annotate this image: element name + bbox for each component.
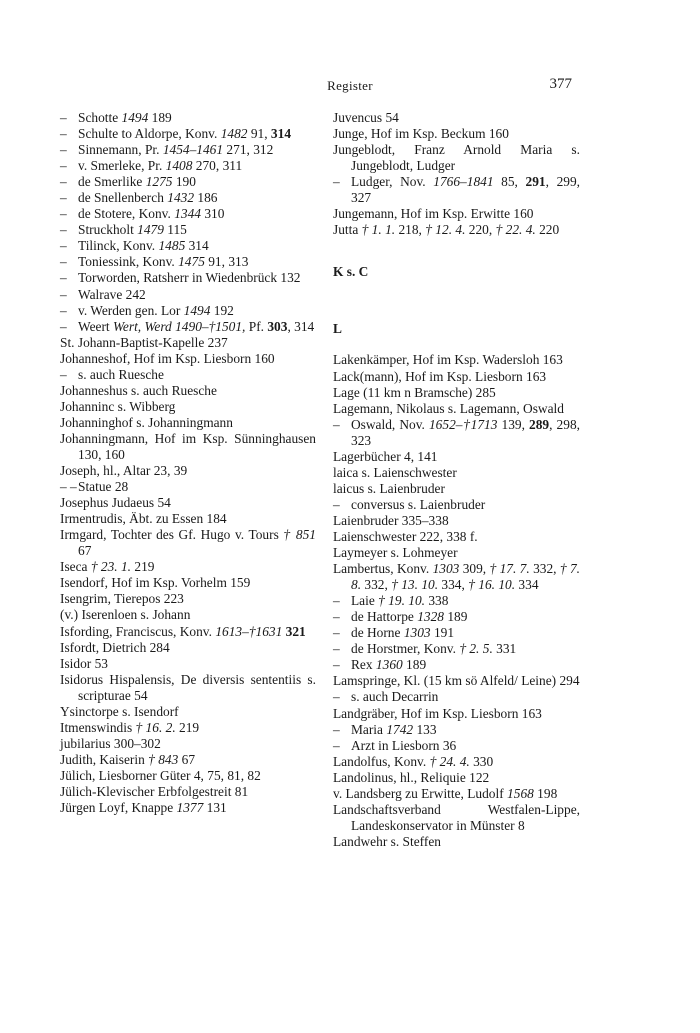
entry-text: Johanneshus s. auch Ruesche (60, 382, 217, 398)
index-entry (60, 254, 316, 270)
index-entry (333, 126, 580, 142)
index-entry (60, 351, 316, 367)
dash-marker: – (60, 366, 67, 382)
index-entry (60, 607, 316, 623)
entry-text: Lakenkämper, Hof im Ksp. Wadersloh 163 (333, 352, 563, 368)
running-title: Register (327, 78, 373, 93)
entry-text: Juvencus 54 (333, 110, 399, 125)
dash-marker: – (60, 318, 67, 334)
entry-text: Weert Wert, Werd 1490–†1501, Pf. 303, 314 (78, 318, 315, 334)
index-entry (333, 142, 580, 174)
index-entry (333, 641, 580, 657)
index-entry (333, 529, 580, 545)
index-entry (60, 415, 316, 431)
entry-text: s. auch Decarrin (351, 689, 439, 705)
dash-marker: – (60, 206, 67, 222)
dash-marker: – (333, 496, 340, 512)
dash-marker: – (60, 270, 67, 286)
index-entry (333, 222, 580, 238)
entry-text: de Snellenberch 1432 186 (78, 190, 218, 206)
index-entry (333, 657, 580, 673)
entry-text: Josephus Judaeus 54 (60, 495, 171, 511)
index-entry (333, 802, 580, 834)
entry-text: (v.) Iserenloen s. Johann (60, 607, 191, 623)
index-entry (60, 720, 316, 736)
entry-text: v. Landsberg zu Erwitte, Ludolf 1568 198 (333, 785, 558, 801)
entry-text: Isfording, Franciscus, Konv. 1613–†1631 321 (60, 623, 306, 639)
entry-text: Jülich, Liesborner Güter 4, 75, 81, 82 (60, 767, 261, 783)
entry-text: de Horne 1303 191 (351, 625, 455, 641)
dash-marker: – (60, 174, 67, 190)
entry-text: Landgräber, Hof im Ksp. Liesborn 163 (333, 705, 542, 721)
entry-text: Isidor 53 (60, 655, 108, 671)
index-entry (333, 722, 580, 738)
entry-text: Landolfus, Konv. † 24. 4. 330 (333, 753, 494, 769)
right-index-column (333, 110, 580, 850)
entry-text: Jungeblodt, Franz Arnold Maria s. Jungeblodt, Ludger (333, 142, 580, 174)
entry-text: Laienbruder 335–338 (333, 512, 449, 528)
index-entry (60, 640, 316, 656)
index-entry (333, 401, 580, 417)
entry-text: Lage (11 km n Bramsche) 285 (333, 384, 496, 400)
index-entry (60, 656, 316, 672)
index-entry (333, 786, 580, 802)
index-entry (60, 110, 316, 126)
entry-text: Johanninghof s. Johanningmann (60, 414, 233, 430)
entry-text: Johanningmann, Hof im Ksp. Sünninghausen 130, 160 (60, 430, 316, 462)
entry-text: Arzt in Liesborn 36 (351, 737, 457, 753)
index-entry (333, 625, 580, 641)
entry-text: v. Werden gen. Lor 1494 192 (78, 302, 234, 318)
dash-marker: – (60, 190, 67, 206)
entry-text: Junge, Hof im Ksp. Beckum 160 (333, 126, 509, 142)
index-entry (60, 736, 316, 752)
index-entry (60, 174, 316, 190)
entry-text: Jürgen Loyf, Knappe 1377 131 (60, 800, 227, 816)
dash-marker: – (333, 689, 340, 705)
index-entry (60, 399, 316, 415)
running-head (0, 76, 700, 98)
entry-text: Judith, Kaiserin † 843 67 (60, 751, 196, 767)
entry-text: Statue 28 (78, 479, 129, 495)
dash-marker: – (60, 286, 67, 302)
entry-text: Toniessink, Konv. 1475 91, 313 (78, 254, 249, 270)
index-entry (333, 385, 580, 401)
index-entry (333, 545, 580, 561)
entry-text: de Smerlike 1275 190 (78, 174, 196, 190)
index-entry (60, 463, 316, 479)
index-entry (333, 689, 580, 705)
entry-text: Johanninc s. Wibberg (60, 398, 176, 414)
entry-text: Torworden, Ratsherr in Wiedenbrück 132 (78, 270, 301, 286)
entry-text: Isidorus Hispalensis, De diversis sententiis s. scripturae 54 (60, 671, 316, 703)
index-entry (60, 559, 316, 575)
entry-text: Lamspringe, Kl. (15 km sö Alfeld/ Leine) 294 (333, 673, 580, 689)
index-entry (333, 110, 580, 126)
index-entry (333, 609, 580, 625)
section-heading: K s. C (333, 264, 369, 280)
entry-text: Iseca † 23. 1. 219 (60, 559, 155, 575)
index-entry (333, 174, 580, 206)
index-entry (333, 206, 580, 222)
entry-text: Landwehr s. Steffen (333, 833, 441, 849)
entry-text: Schulte to Aldorpe, Konv. 1482 91, 314 (78, 126, 292, 142)
entry-text: Struckholt 1479 115 (78, 222, 187, 238)
entry-text: Walrave 242 (78, 286, 146, 302)
index-entry (333, 497, 580, 513)
entry-text: conversus s. Laienbruder (351, 496, 486, 512)
entry-text: Lack(mann), Hof im Ksp. Liesborn 163 (333, 368, 547, 384)
dash-marker: – (333, 657, 340, 673)
entry-text: jubilarius 300–302 (60, 735, 161, 751)
dash-marker: – (333, 416, 340, 432)
dash-marker: – (60, 302, 67, 318)
index-entry (60, 784, 316, 800)
index-entry (333, 352, 580, 368)
entry-text: Landschaftsverband Westfalen-Lippe, Landeskonservator in Münster 8 (333, 801, 580, 833)
index-entry (60, 190, 316, 206)
entry-text: Laienschwester 222, 338 f. (333, 528, 478, 544)
dash-marker: – (60, 110, 67, 125)
index-entry (60, 768, 316, 784)
index-entry (60, 511, 316, 527)
index-entry (333, 465, 580, 481)
dash-marker: – (60, 158, 67, 174)
index-entry (60, 495, 316, 511)
entry-text: Rex 1360 189 (351, 657, 427, 673)
entry-text: de Stotere, Konv. 1344 310 (78, 206, 225, 222)
index-entry (60, 270, 316, 286)
entry-text: laicus s. Laienbruder (333, 480, 445, 496)
entry-text: Lagerbücher 4, 141 (333, 448, 438, 464)
entry-text: Johanneshof, Hof im Ksp. Liesborn 160 (60, 350, 275, 366)
index-entry (60, 431, 316, 463)
index-entry (60, 624, 316, 640)
entry-text: Sinnemann, Pr. 1454–1461 271, 312 (78, 142, 274, 158)
entry-text: Isengrim, Tierepos 223 (60, 591, 184, 607)
index-entry (333, 369, 580, 385)
entry-text: Ludger, Nov. 1766–1841 85, 291, 299, 327 (351, 174, 581, 206)
section-gap (333, 295, 580, 321)
index-entry (333, 738, 580, 754)
dash-marker: – (333, 721, 340, 737)
dash-marker: – (333, 641, 340, 657)
entry-text: Landolinus, hl., Reliquie 122 (333, 769, 490, 785)
entry-text: Laymeyer s. Lohmeyer (333, 545, 458, 561)
entry-text: v. Smerleke, Pr. 1408 270, 311 (78, 158, 243, 174)
page-number: 377 (549, 76, 572, 92)
index-entry (333, 834, 580, 850)
entry-text: Maria 1742 133 (351, 721, 437, 737)
entry-text: Jutta † 1. 1. 218, † 12. 4. 220, † 22. 4. 220 (333, 222, 560, 238)
entry-text: Lagemann, Nikolaus s. Lagemann, Oswald (333, 400, 564, 416)
index-entry (333, 561, 580, 593)
dash-marker: – (333, 609, 340, 625)
entry-text: Lambertus, Konv. 1303 309, † 17. 7. 332, † 7. 8. 332, † 13. 10. 334, † 16. 10. 334 (333, 561, 580, 593)
index-entry (60, 126, 316, 142)
entry-text: Oswald, Nov. 1652–†1713 139, 289, 298, 323 (351, 416, 580, 448)
index-entry (60, 335, 316, 351)
dash-marker: – (60, 222, 67, 238)
dash-marker: – (60, 142, 67, 158)
index-entry (60, 479, 316, 495)
dash-marker: – (333, 737, 340, 753)
index-entry (60, 672, 316, 704)
index-entry (333, 417, 580, 449)
index-entry (333, 593, 580, 609)
entry-text: de Hattorpe 1328 189 (351, 609, 468, 625)
index-entry (333, 673, 580, 689)
index-entry (60, 319, 316, 335)
dash-marker: – (333, 593, 340, 609)
index-entry (60, 238, 316, 254)
entry-text: Irmentrudis, Äbt. zu Essen 184 (60, 511, 227, 527)
entry-text: Schotte 1494 189 (78, 110, 172, 125)
entry-text: Tilinck, Konv. 1485 314 (78, 238, 209, 254)
dash-marker: – – (60, 479, 77, 495)
index-entry (60, 752, 316, 768)
index-entry (333, 449, 580, 465)
entry-text: Joseph, hl., Altar 23, 39 (60, 463, 188, 479)
entry-text: Irmgard, Tochter des Gf. Hugo v. Tours † 851 67 (60, 527, 317, 559)
section-gap (333, 337, 580, 352)
entry-text: Laie † 19. 10. 338 (351, 593, 449, 609)
index-entry (60, 704, 316, 720)
index-entry (333, 481, 580, 497)
index-entry (60, 591, 316, 607)
index-entry (60, 287, 316, 303)
index-entry (60, 800, 316, 816)
index-entry (60, 142, 316, 158)
index-entry (60, 527, 316, 559)
left-index-column (60, 110, 316, 816)
entry-text: Itmenswindis † 16. 2. 219 (60, 719, 200, 735)
entry-text: St. Johann-Baptist-Kapelle 237 (60, 334, 228, 350)
entry-text: de Horstmer, Konv. † 2. 5. 331 (351, 641, 517, 657)
dash-marker: – (333, 174, 340, 190)
index-entry (60, 222, 316, 238)
entry-text: Ysinctorpe s. Isendorf (60, 703, 179, 719)
dash-marker: – (60, 126, 67, 142)
dash-marker: – (60, 238, 67, 254)
index-entry (60, 206, 316, 222)
index-entry (60, 303, 316, 319)
dash-marker: – (60, 254, 67, 270)
index-entry (333, 754, 580, 770)
dash-marker: – (333, 625, 340, 641)
index-entry (60, 158, 316, 174)
entry-text: Jungemann, Hof im Ksp. Erwitte 160 (333, 206, 534, 222)
index-entry (60, 383, 316, 399)
section-gap (333, 280, 580, 295)
entry-text: Isendorf, Hof im Ksp. Vorhelm 159 (60, 575, 251, 591)
section-gap (333, 238, 580, 264)
index-entry (333, 513, 580, 529)
entry-text: laica s. Laienschwester (333, 464, 457, 480)
index-entry (333, 706, 580, 722)
entry-text: Isfordt, Dietrich 284 (60, 639, 170, 655)
index-entry (333, 770, 580, 786)
entry-text: Jülich-Klevischer Erbfolgestreit 81 (60, 783, 249, 799)
index-entry (60, 367, 316, 383)
index-entry (60, 575, 316, 591)
entry-text: s. auch Ruesche (78, 366, 164, 382)
section-heading: L (333, 321, 342, 337)
